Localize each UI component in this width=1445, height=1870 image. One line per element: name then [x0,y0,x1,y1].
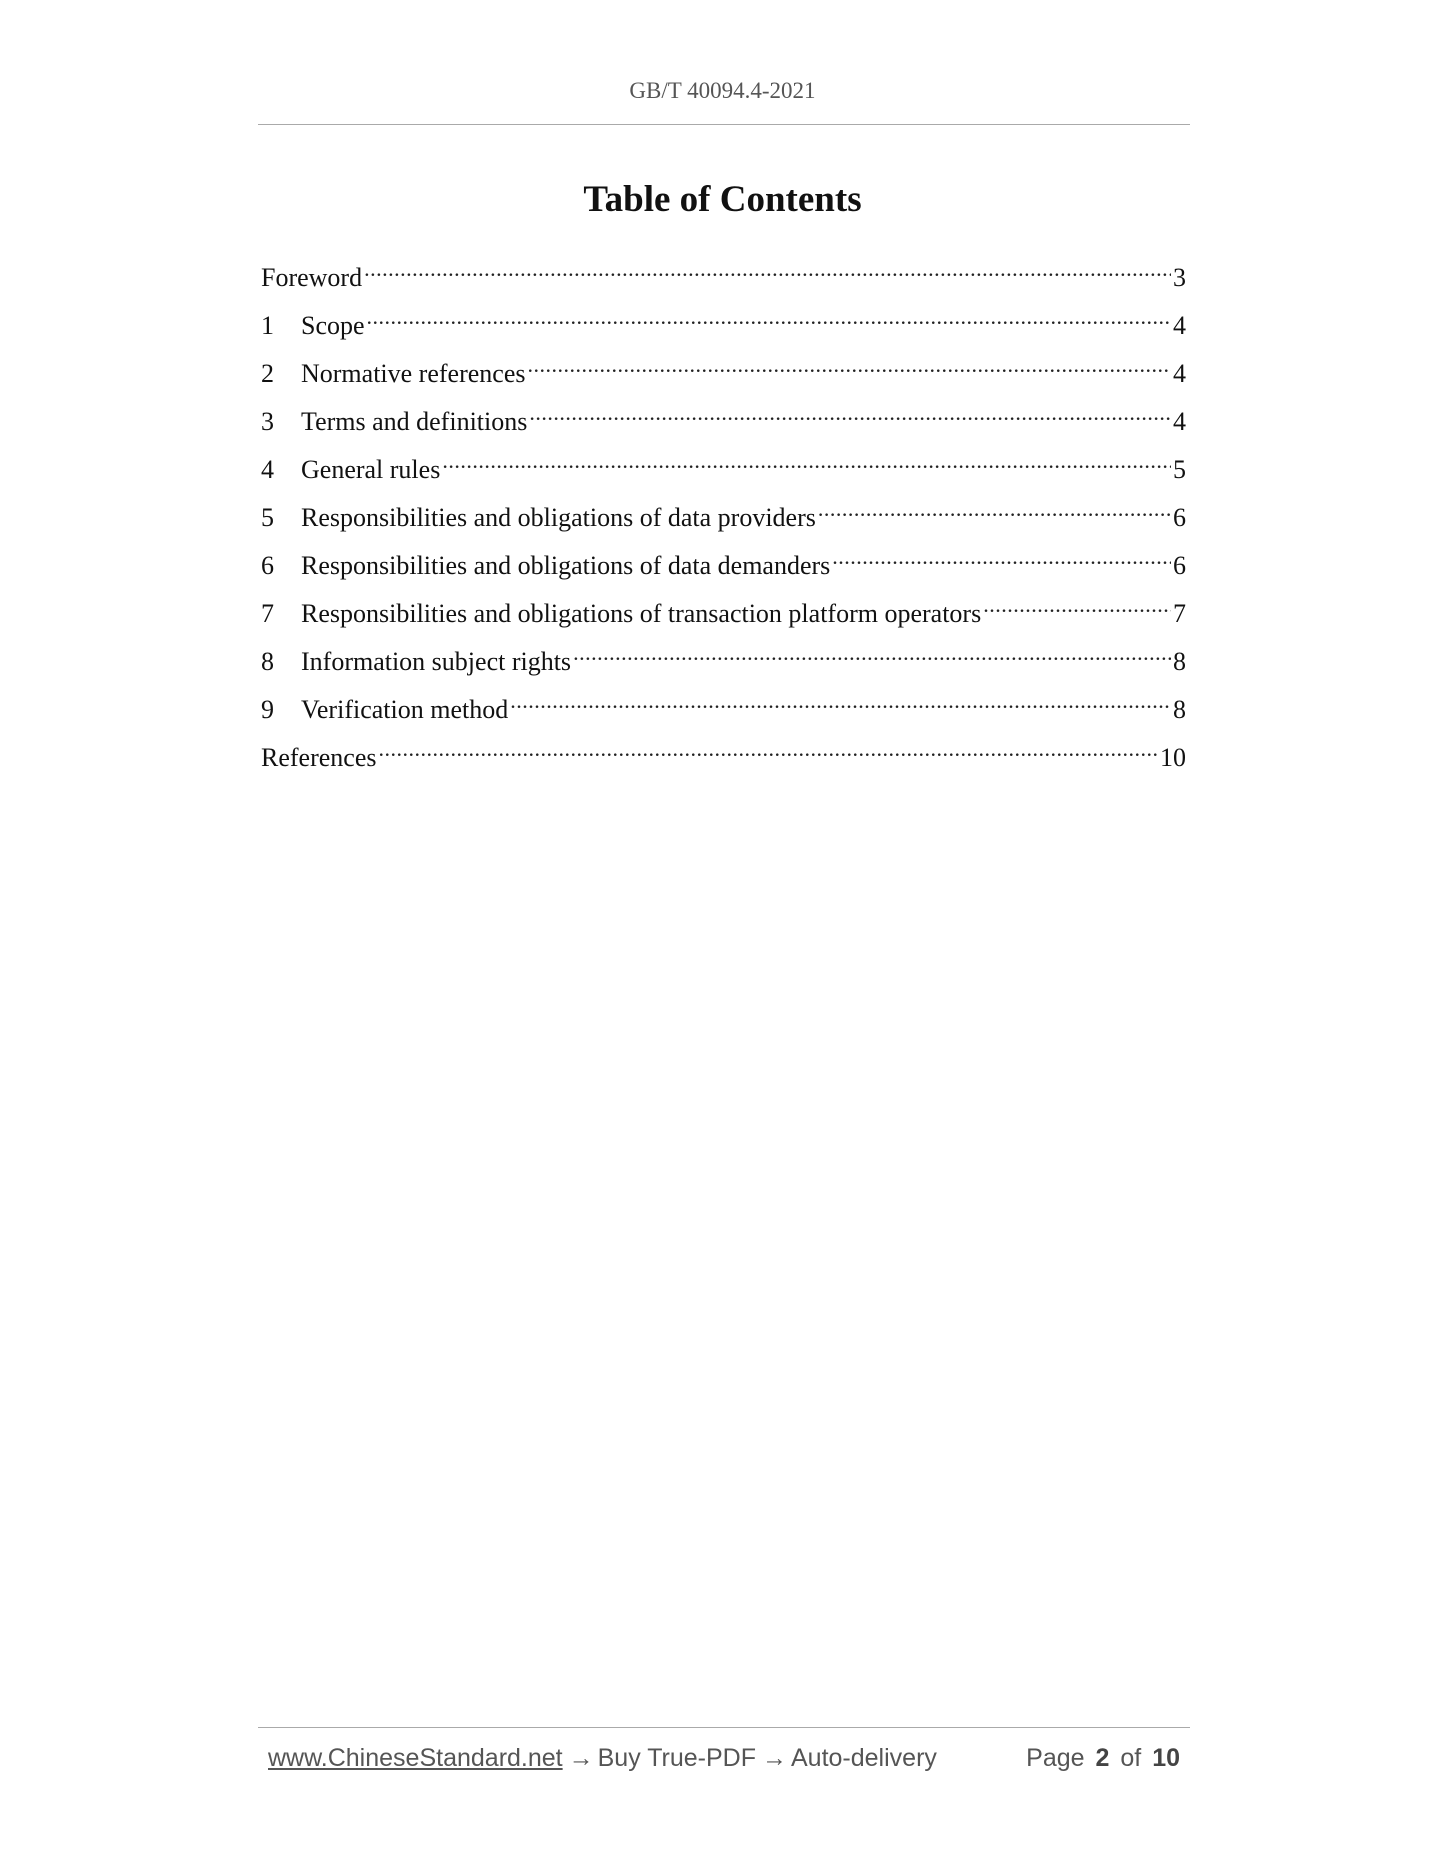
toc-entry-label: General rules [301,455,441,484]
toc-entry-label: Information subject rights [301,647,572,676]
toc-dot-leader [364,246,1171,286]
toc-entry-label: Foreword [261,263,363,292]
toc-entry-number: 1 [261,311,274,340]
auto-delivery-text: Auto-delivery [791,1744,937,1772]
toc-entry-label: Normative references [301,359,526,388]
toc-entry-label: Verification method [301,695,509,724]
toc-dot-leader [510,678,1171,718]
footer-divider [258,1727,1190,1728]
toc-entry-page: 6 [1173,551,1186,580]
toc-entry-references[interactable] [261,726,1186,774]
toc-entry-page: 8 [1173,695,1186,724]
website-link[interactable]: www.ChineseStandard.net [268,1744,563,1772]
toc-entry-foreword[interactable] [261,246,1186,294]
toc-entry-normative-references[interactable] [261,342,1186,390]
toc-entry-page: 6 [1173,503,1186,532]
of-word: of [1120,1744,1142,1772]
toc-dot-leader [367,294,1171,334]
toc-dot-leader [442,438,1171,478]
toc-entry-number: 2 [261,359,274,388]
toc-entry-terms-and-definitions[interactable] [261,390,1186,438]
toc-dot-leader [818,486,1171,526]
toc-entry-page: 4 [1173,407,1186,436]
toc-entry-general-rules[interactable] [261,438,1186,486]
toc-dot-leader [529,390,1171,430]
arrow-right-icon: → [762,1744,787,1772]
toc-dot-leader [983,582,1171,622]
toc-entry-label: Terms and definitions [301,407,528,436]
toc-entry-label: Responsibilities and obligations of data demanders [301,551,831,580]
toc-entry-label: Responsibilities and obligations of transaction platform operators [301,599,982,628]
toc-entry-number: 7 [261,599,274,628]
page-footer [268,1744,1180,1773]
toc-entry-label: References [261,743,377,772]
document-code-header: GB/T 40094.4-2021 [629,78,816,103]
toc-entry-label: Scope [301,311,365,340]
toc-entry-page: 3 [1173,263,1186,292]
toc-entry-number: 9 [261,695,274,724]
page-indicator [1022,1744,1180,1773]
toc-entry-label: Responsibilities and obligations of data providers [301,503,816,532]
total-page-count: 10 [1152,1744,1180,1772]
toc-entry-page: 4 [1173,311,1186,340]
toc-entry-number: 5 [261,503,274,532]
current-page-number: 2 [1095,1744,1110,1772]
buy-pdf-text: Buy True-PDF [597,1744,756,1772]
toc-dot-leader [378,726,1158,766]
toc-entry-page: 10 [1160,743,1186,772]
toc-entry-data-demanders[interactable] [261,534,1186,582]
toc-entry-verification-method[interactable] [261,678,1186,726]
page-title: Table of Contents [583,179,862,220]
toc-entry-page: 7 [1173,599,1186,628]
toc-entry-number: 6 [261,551,274,580]
toc-entry-page: 5 [1173,455,1186,484]
toc-dot-leader [527,342,1171,382]
arrow-right-icon: → [568,1744,594,1772]
toc-entry-platform-operators[interactable] [261,582,1186,630]
toc-dot-leader [573,630,1171,670]
toc-entry-scope[interactable] [261,294,1186,342]
toc-dot-leader [832,534,1171,574]
header-divider [258,124,1190,125]
toc-entry-data-providers[interactable] [261,486,1186,534]
page-word: Page [1026,1744,1085,1772]
toc-entry-number: 8 [261,647,274,676]
toc-entry-page: 8 [1173,647,1186,676]
toc-entry-number: 4 [261,455,274,484]
toc-entry-number: 3 [261,407,274,436]
toc-list [261,246,1186,774]
toc-entry-information-subject-rights[interactable] [261,630,1186,678]
toc-entry-page: 4 [1173,359,1186,388]
